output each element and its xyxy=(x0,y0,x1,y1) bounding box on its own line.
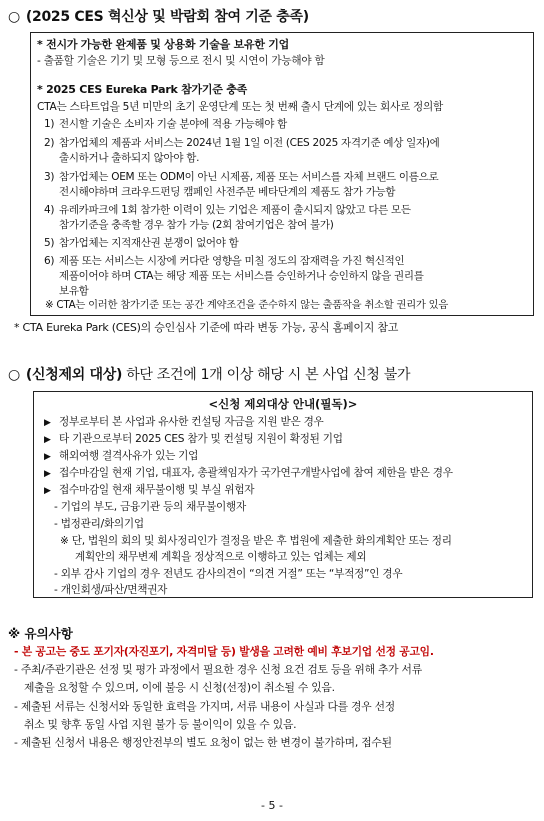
exclusion-bullet-4: ▶ 접수마감일 현재 기업, 대표자, 총괄책임자가 국가연구개발사업에 참여 제한을 받은 경우 xyxy=(44,466,453,482)
page-number: - 5 - xyxy=(261,799,283,812)
box-intro: CTA는 스타트업을 5년 미만의 초기 운영단계 또는 첫 번째 출시 단계에 있는 회사로 정의함 xyxy=(37,101,443,113)
triangle-bullet-icon: ▶ xyxy=(44,435,51,445)
notes-red-line: - 본 공고는 중도 포기자(자진포기, 자격미달 등) 발생을 고려한 예비 후보기업 선정 공고임. xyxy=(14,645,434,658)
notes-line-3: - 제출된 서류는 신청서와 동일한 효력을 가지며, 서류 내용이 사실과 다를 경우 선정 xyxy=(14,700,395,713)
exclusion-bullet-5: ▶ 접수마감일 현재 채무불이행 및 부실 위험자 xyxy=(44,483,254,499)
box-heading-1: * 전시가 가능한 완제품 및 상용화 기술을 보유한 기업 xyxy=(37,38,290,51)
section1-footnote: * CTA Eureka Park (CES)의 승인심사 기준에 따라 변동 가능, 공식 홈페이지 참고 xyxy=(14,321,399,334)
triangle-bullet-icon: ▶ xyxy=(44,486,51,496)
box-sub-1: - 출품할 기술은 기기 및 모형 등으로 전시 및 시연이 가능해야 함 xyxy=(37,55,325,67)
notes-line-4: 취소 및 향후 동일 사업 지원 불가 등 불이익이 있을 수 있음. xyxy=(24,718,297,731)
box-note: ※ CTA는 이러한 참가기준 또는 공간 계약조건을 준수하지 않는 출품작을 취소할 권리가 있음 xyxy=(45,299,449,311)
box-heading-2: * 2025 CES Eureka Park 참가기준 충족 xyxy=(37,83,248,96)
exclusion-sub-4: - 개인회생/파산/면책권자 xyxy=(54,584,168,596)
notes-line-5: - 제출된 신청서 내용은 행정안전부의 별도 요청이 없는 한 변경이 불가하며, 접수된 xyxy=(14,736,392,749)
exclusion-heading: <신청 제외대상 안내(필독)> xyxy=(208,397,358,411)
eligibility-box: * 전시가 가능한 완제품 및 상용화 기술을 보유한 기업 - 출품할 기술은 기기 및 모형 등으로 전시 및 시연이 가능해야 함 * 2025 CES Eureka Park 참가기준 충족 CTA는 스타트업을 5년 미만의 초기 운영단계 또는 첫 번째 출시 단계에 있는 회사로 정의함 1) 전시할 기술은 소비자 기술 분야에 적용 가능해야 함 2) 참가업체의 제품과 서비스는 2024년 1월 1일 이전 (CES 2025 자격기준 예상 일자)에 출시하거나 출하되지 않아야 함. 3) 참가업체는 OEM 또는 ODM이 아닌 시제품, 제품 또는 서비스를 자체 브랜드 이름으로 전시해야하며 크라우드펀딩 캠페인 사전주문 베타단계의 제품도 참가 가능함 4) 유레카파크에 1회 참가한 이력이 있는 기업은 제품이 출시되지 않았고 다른 모든 참가기준을 충족할 경우 참가 가능 (2회 참여기업은 참여 불가) 5) 참가업체는 지적재산권 분쟁이 없어야 함 6) 제품 또는 서비스는 시장에 커다란 영향을 미칠 정도의 잠재력을 가진 혁신적인 제품이어야 하며 CTA는 해당 제품 또는 서비스를 승인하거나 승인하지 않을 권리를 보유함 ※ CTA는 이러한 참가기준 또는 공간 계약조건을 준수하지 않는 출품작을 취소할 권리가 있음 xyxy=(30,32,534,316)
exclusion-sub-2: - 법정관리/화의기업 xyxy=(54,518,144,530)
section1-title: ○ (2025 CES 혁신상 및 박람회 참여 기준 충족) xyxy=(8,9,309,25)
exclusion-note-line-1: ※ 단, 법원의 회의 및 회사정리인가 결정을 받은 후 법원에 제출한 화의계획안 또는 정리 xyxy=(60,535,452,547)
exclusion-bullet-2: ▶ 타 기관으로부터 2025 CES 참가 및 컨설팅 지원이 확정된 기업 xyxy=(44,432,343,448)
notes-line-1: - 주최/주관기관은 선정 및 평가 과정에서 필요한 경우 신청 요건 검토 등을 위해 추가 서류 xyxy=(14,663,422,676)
exclusion-sub-3: - 외부 감사 기업의 경우 전년도 감사의견이 “의견 거절” 또는 “부적정”인 경우 xyxy=(54,568,403,580)
exclusion-note-line-2: 계획안의 채무변제 계획을 정상적으로 이행하고 있는 업체는 제외 xyxy=(75,551,367,563)
exclusion-bullet-3: ▶ 해외여행 결격사유가 있는 기업 xyxy=(44,449,198,465)
exclusion-bullet-1: ▶ 정부로부터 본 사업과 유사한 컨설팅 자금을 지원 받은 경우 xyxy=(44,415,324,431)
circle-bullet-icon: ○ xyxy=(8,367,20,383)
notes-title: ※ 유의사항 xyxy=(8,626,73,641)
section2-title: ○ (신청제외 대상) 하단 조건에 1개 이상 해당 시 본 사업 신청 불가 xyxy=(8,367,411,383)
triangle-bullet-icon: ▶ xyxy=(44,469,51,479)
circle-bullet-icon: ○ xyxy=(8,9,20,25)
triangle-bullet-icon: ▶ xyxy=(44,452,51,462)
triangle-bullet-icon: ▶ xyxy=(44,418,51,428)
exclusion-sub-1: - 기업의 부도, 금융기관 등의 채무불이행자 xyxy=(54,501,246,513)
notes-line-2: 제출을 요청할 수 있으며, 이에 불응 시 신청(선정)이 취소될 수 있음. xyxy=(24,681,335,694)
exclusion-box xyxy=(33,391,533,598)
